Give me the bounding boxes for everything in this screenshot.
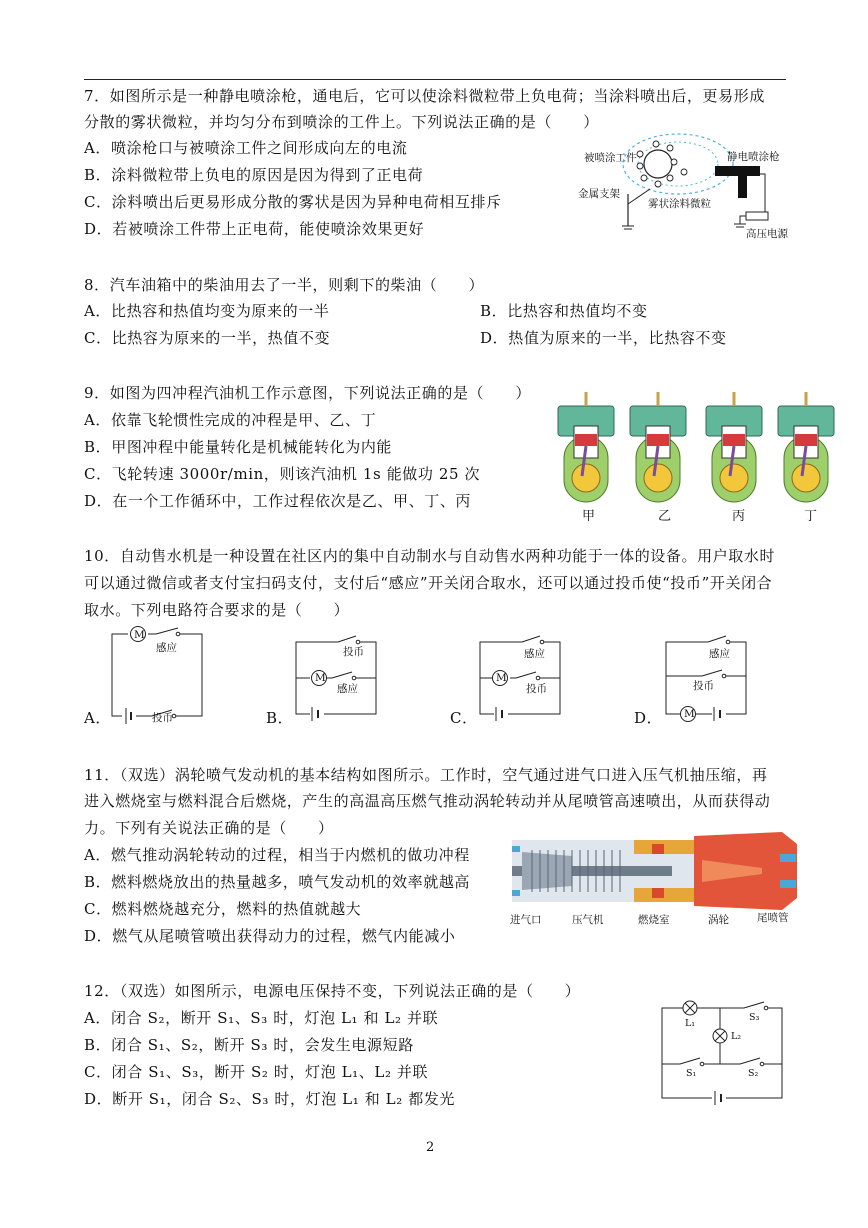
q8-option-c: C．比热容为原来的一半，热值不变 bbox=[84, 329, 331, 347]
circuit-a-coin: 投币 bbox=[152, 712, 173, 724]
circuit-d-letter: D． bbox=[634, 709, 663, 727]
q11-option-b: B．燃料燃烧放出的热量越多，喷气发动机的效率就越高 bbox=[84, 873, 471, 891]
q9-stem: 9．如图为四冲程汽油机工作示意图，下列说法正确的是（ ） bbox=[84, 384, 531, 402]
q11-stem-line2: 进入燃烧室与燃料混合后燃烧，产生的高温高压燃气推动涡轮转动并从尾喷管高速喷出，从而获得动 bbox=[84, 792, 771, 810]
caption-yi: 乙 bbox=[658, 509, 672, 524]
circuit-d-coin: 投币 bbox=[693, 680, 714, 692]
q8-option-a: A．比热容和热值均变为原来的一半 bbox=[84, 302, 330, 320]
circuit-b-letter: B． bbox=[266, 709, 294, 727]
label-turbine: 涡轮 bbox=[708, 914, 729, 926]
q11-option-a: A．燃气推动涡轮转动的过程，相当于内燃机的做功冲程 bbox=[84, 846, 470, 864]
jet-engine-diagram bbox=[512, 832, 802, 912]
circuit-c-motor: M bbox=[496, 672, 507, 684]
circuit-b-sense: 感应 bbox=[337, 683, 358, 695]
q7-option-b: B．涂料微粒带上负电的原因是因为得到了正电荷 bbox=[84, 166, 424, 184]
circuit-c-coin: 投币 bbox=[526, 683, 547, 695]
q9-option-a: A．依靠飞轮惯性完成的冲程是甲、乙、丁 bbox=[84, 411, 377, 429]
circuit-a-letter: A． bbox=[84, 709, 112, 727]
label-s1: S₁ bbox=[686, 1068, 697, 1079]
caption-bing: 丙 bbox=[732, 509, 746, 524]
label-s2: S₂ bbox=[748, 1068, 759, 1079]
label-compressor: 压气机 bbox=[572, 914, 604, 926]
header-rule bbox=[84, 79, 786, 80]
caption-jia: 甲 bbox=[582, 509, 596, 524]
q11-stem-line1: 11．（双选）涡轮喷气发动机的基本结构如图所示。工作时，空气通过进气口进入压气机抽压缩，再 bbox=[84, 766, 768, 784]
circuit-c-letter: C． bbox=[450, 709, 478, 727]
label-workpiece: 被喷涂工件 bbox=[584, 152, 637, 164]
label-l2: L₂ bbox=[731, 1031, 742, 1042]
circuit-d-sense: 感应 bbox=[709, 648, 730, 660]
label-metal-stand: 金属支架 bbox=[578, 188, 620, 200]
q12-option-b: B．闭合 S₁、S₂，断开 S₃ 时，会发生电源短路 bbox=[84, 1036, 414, 1054]
engine-strokes-diagram bbox=[556, 392, 846, 507]
caption-ding: 丁 bbox=[804, 509, 818, 524]
q9-option-c: C．飞轮转速 3000r/min，则该汽油机 1s 能做功 25 次 bbox=[84, 465, 481, 483]
page-number: 2 bbox=[426, 1140, 435, 1155]
q12-option-a: A．闭合 S₂，断开 S₁、S₃ 时，灯泡 L₁ 和 L₂ 并联 bbox=[84, 1009, 439, 1027]
circuit-c-sense: 感应 bbox=[524, 648, 545, 660]
q10-stem-line1: 10．自动售水机是一种设置在社区内的集中自动制水与自动售水两种功能于一体的设备。用户取水时 bbox=[84, 547, 776, 565]
circuit-d bbox=[662, 632, 752, 726]
q9-option-d: D．在一个工作循环中，工作过程依次是乙、甲、丁、丙 bbox=[84, 492, 472, 510]
circuit-a-motor: M bbox=[134, 629, 145, 641]
circuit-a-sense: 感应 bbox=[156, 642, 177, 654]
q9-option-b: B．甲图冲程中能量转化是机械能转化为内能 bbox=[84, 438, 393, 456]
q12-option-c: C．闭合 S₁、S₃，断开 S₂ 时，灯泡 L₁、L₂ 并联 bbox=[84, 1063, 429, 1081]
circuit-a bbox=[110, 626, 210, 720]
q10-stem-line3: 取水。下列电路符合要求的是（ ） bbox=[84, 601, 350, 619]
q12-option-d: D．断开 S₁，闭合 S₂、S₃ 时，灯泡 L₁ 和 L₂ 都发光 bbox=[84, 1090, 456, 1108]
label-s3: S₃ bbox=[749, 1012, 760, 1023]
label-spray-gun: 静电喷涂枪 bbox=[727, 151, 780, 163]
q7-option-d: D．若被喷涂工件带上正电荷，能使喷涂效果更好 bbox=[84, 220, 425, 238]
q7-option-c: C．涂料喷出后更易形成分散的雾状是因为异种电荷相互排斥 bbox=[84, 193, 502, 211]
q11-option-d: D．燃气从尾喷管喷出获得动力的过程，燃气内能减小 bbox=[84, 927, 456, 945]
q8-stem: 8．汽车油箱中的柴油用去了一半，则剩下的柴油（ ） bbox=[84, 276, 485, 294]
q7-stem-line1: 7．如图所示是一种静电喷涂枪，通电后，它可以使涂料微粒带上负电荷；当涂料喷出后，更易形成 bbox=[84, 87, 765, 105]
label-power-supply: 高压电源 bbox=[746, 228, 788, 240]
circuit-c bbox=[476, 632, 566, 722]
q7-option-a: A．喷涂枪口与被喷涂工件之间形成向左的电流 bbox=[84, 139, 408, 157]
label-combustor: 燃烧室 bbox=[638, 914, 670, 926]
circuit-d-motor: M bbox=[684, 708, 695, 720]
circuit-b-motor: M bbox=[315, 672, 326, 684]
lamp-circuit-diagram bbox=[660, 998, 784, 1106]
circuit-b-coin: 投币 bbox=[343, 646, 364, 658]
q12-stem: 12．（双选）如图所示，电源电压保持不变，下列说法正确的是（ ） bbox=[84, 982, 581, 1000]
label-l1: L₁ bbox=[685, 1018, 696, 1029]
q8-option-b: B．比热容和热值均不变 bbox=[480, 302, 648, 320]
label-particles: 雾状涂料微粒 bbox=[648, 198, 711, 210]
q8-option-d: D．热值为原来的一半，比热容不变 bbox=[480, 329, 727, 347]
q11-option-c: C．燃料燃烧越充分，燃料的热值就越大 bbox=[84, 900, 362, 918]
q11-stem-line3: 力。下列有关说法正确的是（ ） bbox=[84, 819, 334, 837]
label-inlet: 进气口 bbox=[510, 914, 542, 926]
q7-stem-line2: 分散的雾状微粒，并均匀分布到喷涂的工件上。下列说法正确的是（ ） bbox=[84, 113, 599, 131]
circuit-b bbox=[292, 632, 382, 722]
q10-stem-line2: 可以通过微信或者支付宝扫码支付，支付后“感应”开关闭合取水，还可以通过投币使“投币”开关闭合 bbox=[84, 574, 773, 592]
label-nozzle: 尾喷管 bbox=[757, 912, 789, 924]
